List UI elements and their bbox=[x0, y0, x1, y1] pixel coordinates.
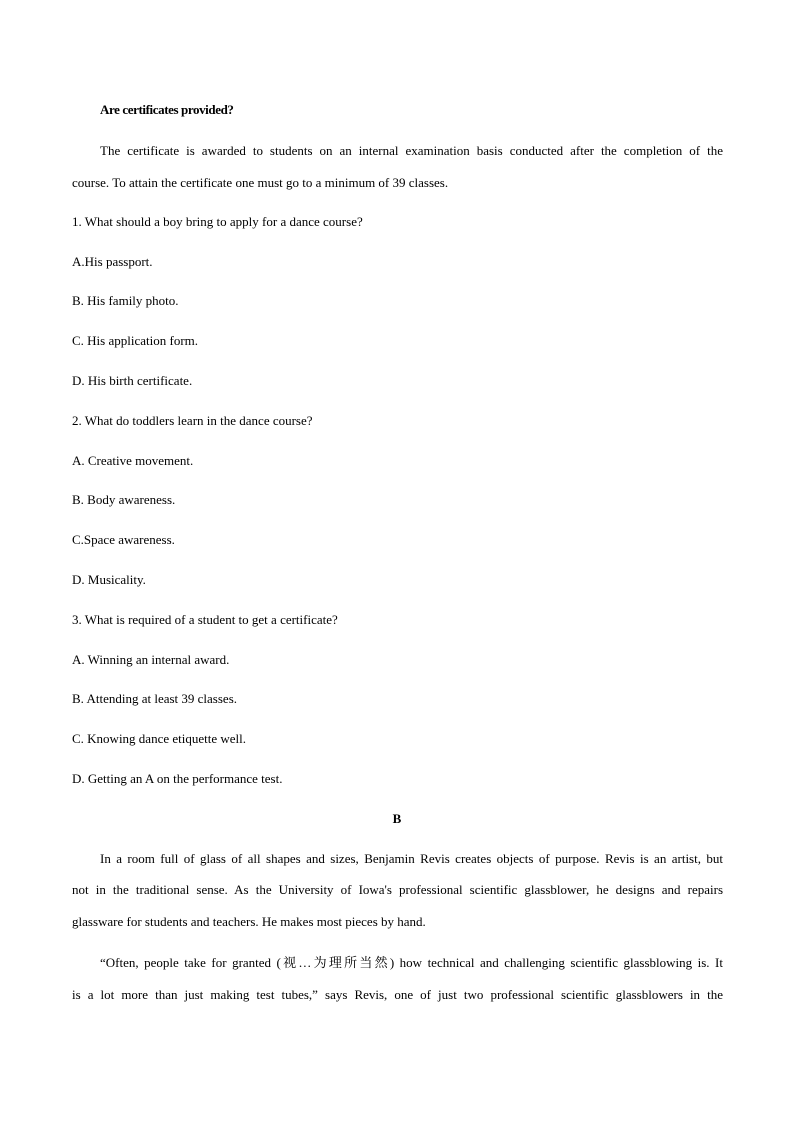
paragraph-line: is a lot more than just making test tubes,” says Revis, one of just two professional scientific glassblowers in the bbox=[72, 987, 723, 1002]
option-3a: A. Winning an internal award. bbox=[72, 652, 230, 667]
question-2: 2. What do toddlers learn in the dance course? bbox=[72, 413, 313, 428]
paragraph-line: glassware for students and teachers. He makes most pieces by hand. bbox=[72, 914, 426, 929]
section-heading: Are certificates provided? bbox=[100, 102, 234, 117]
paragraph-line: “Often, people take for granted (视…为理所当然) how technical and challenging scientific glassblowing is. It bbox=[100, 955, 723, 970]
section-b-title: B bbox=[392, 811, 402, 826]
option-1c: C. His application form. bbox=[72, 333, 199, 348]
option-3c: C. Knowing dance etiquette well. bbox=[72, 731, 247, 746]
paragraph-line: not in the traditional sense. As the University of Iowa's professional scientific glassblower, he designs and repairs bbox=[72, 882, 723, 897]
question-1: 1. What should a boy bring to apply for a dance course? bbox=[72, 214, 363, 229]
option-1a: A.His passport. bbox=[72, 254, 153, 269]
option-3d: D. Getting an A on the performance test. bbox=[72, 771, 283, 786]
question-3: 3. What is required of a student to get a certificate? bbox=[72, 612, 338, 627]
paragraph-line: course. To attain the certificate one must go to a minimum of 39 classes. bbox=[72, 175, 449, 190]
option-2a: A. Creative movement. bbox=[72, 453, 194, 468]
paragraph-line: In a room full of glass of all shapes and sizes, Benjamin Revis creates objects of purpose. Revis is an artist, but bbox=[100, 851, 723, 866]
paragraph-line: The certificate is awarded to students on an internal examination basis conducted after the completion of the bbox=[100, 143, 723, 158]
option-2d: D. Musicality. bbox=[72, 572, 146, 587]
option-3b: B. Attending at least 39 classes. bbox=[72, 691, 238, 706]
option-2c: C.Space awareness. bbox=[72, 532, 175, 547]
option-2b: B. Body awareness. bbox=[72, 492, 176, 507]
option-1b: B. His family photo. bbox=[72, 293, 179, 308]
option-1d: D. His birth certificate. bbox=[72, 373, 193, 388]
